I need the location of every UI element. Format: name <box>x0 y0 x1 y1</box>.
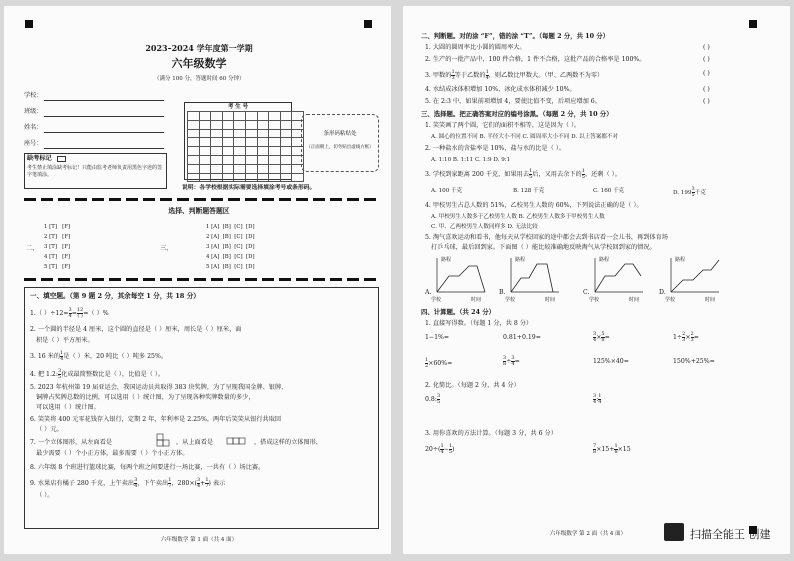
scanner-logo-icon <box>664 523 684 541</box>
choice-3-option-d: D. 199 $\frac{3}{5}$ 千克 <box>673 186 706 198</box>
graph-b-label: B. <box>499 289 506 296</box>
choice-4: 4. 甲校男生占总人数的 51%，乙校男生人数的 60%，下列说法正确的是（ ）。 <box>425 202 643 209</box>
calc-2-item-2: $\frac{3}{4}$ : $\frac{1}{4}$ <box>593 393 602 405</box>
seat-input[interactable] <box>44 148 164 149</box>
page-footer: 六年级数学 第 2 面（共 4 面） <box>549 531 627 537</box>
judge-label: 二、 <box>26 245 39 252</box>
judge-row-3[interactable]: 3 [T] [F] <box>44 244 71 250</box>
judge-1: 1. 大圆的圆周率比小圆的圆周率大。 <box>425 44 526 51</box>
graph-a-label: A. <box>425 289 432 296</box>
calc-1-title: 1. 直接写得数。（每题 1 分，共 8 分） <box>425 320 533 327</box>
page-footer: 六年级数学 第 1 面（共 4 面） <box>160 537 238 543</box>
choice-row-3[interactable]: 3 [A] [B] [C] [D] <box>206 244 255 250</box>
q4: 4. 把 1.2: $\frac{3}{5}$ 化成最简整数比是（ ），比值是（ ）。 <box>30 368 165 380</box>
term-title: 2023–2024 学年度第一学期 <box>145 43 253 53</box>
judge-row-2[interactable]: 2 [T] [F] <box>44 234 71 240</box>
barcode-area <box>301 114 379 172</box>
graph-c-xlabel: 时间 <box>629 297 640 303</box>
graph-c-ylabel: 路程 <box>599 257 610 263</box>
graph-a-origin: 学校 <box>431 297 442 303</box>
graph-b-origin: 学校 <box>505 297 516 303</box>
graph-b-xlabel: 时间 <box>545 297 556 303</box>
absent-checkbox[interactable] <box>57 156 66 162</box>
q2-cont: 积是（ ）平方厘米。 <box>36 337 94 344</box>
judge-row-5[interactable]: 5 [T] [F] <box>44 264 71 270</box>
choice-1-options: A. 圆心的位置不同 B. 半径大小不同 C. 圆周率大小不同 D. 以上答案都不对 <box>431 134 619 140</box>
graph-b-ylabel: 路程 <box>515 257 526 263</box>
q7-end: ，搭成这样的立体图形， <box>254 439 323 446</box>
judge-4: 4. 水结成冰体积增加 10%，冰化成水体积减少 10%。 <box>425 86 576 93</box>
q5-cont2: 可以选用（ ）统计图。 <box>36 404 100 411</box>
school-input[interactable] <box>44 100 164 101</box>
choice-2-options: A. 1:10 B. 1:11 C. 1:9 D. 9:1 <box>431 157 511 163</box>
barcode-label: 条形码粘贴处 <box>323 131 357 137</box>
choice-4-options-1: A. 甲校男生人数多于乙校男生人数 B. 乙校男生人数多于甲校男生人数 <box>431 214 605 220</box>
field-seat: 座号： <box>24 140 43 147</box>
q7: 7. 一个立体图形，从左面看是 <box>30 439 113 446</box>
field-class: 班级： <box>24 108 43 115</box>
exam-number-grid[interactable] <box>187 111 304 182</box>
judge-3-paren: ( ) <box>703 70 710 77</box>
calc-header: 四、计算题。（共 24 分） <box>421 308 496 316</box>
calc-1-item-5: $\frac{1}{2}$ ×60%= <box>425 357 453 369</box>
choice-3-option-a: A. 100 千克 <box>431 188 463 194</box>
judge-header: 二、判断题。对的涂 “F”，错的涂 “T”。（每题 2 分，共 10 分） <box>421 32 610 40</box>
separator-bar <box>24 278 379 281</box>
corner-mark <box>364 20 372 28</box>
choice-3-option-b: B. 128 千克 <box>513 188 545 194</box>
choice-5-cont: 打乒乓球，最后回到家。下面图（ ）能比较准确地反映淘气从学校回到家的情况。 <box>431 244 656 251</box>
graph-d-label: D. <box>659 289 666 296</box>
page-title: 六年级数学 <box>171 57 227 70</box>
q9-cont: （ ）。 <box>36 492 54 499</box>
answer-section-title: 选择、判断题答题区 <box>168 207 230 215</box>
exam-number-header: 考 生 号 <box>227 104 249 110</box>
absent-label: 缺考标记 <box>27 155 52 162</box>
absent-note: 考生禁止填涂缺考标记！只能由监考老师负责用黑色字迹的签字笔填涂。 <box>27 165 163 178</box>
q7-cont: 最少需要（ ）个小正方体，最多需要（ ）个小正方体。 <box>36 450 189 457</box>
q2: 2. 一个圆的半径是 4 厘米，这个圆的直径是（ ）厘米，周长是（ ）厘米，面 <box>30 326 242 333</box>
instructions: 说明：各学校根据实际需要选择填涂考号或条形码。 <box>182 185 316 191</box>
choice-row-2[interactable]: 2 [A] [B] [C] [D] <box>206 234 255 240</box>
q5: 5. 2023 年杭州第 19 届亚运会，我国运动员共取得 383 块奖牌，为了呈现我国金牌、银牌、 <box>30 384 288 391</box>
calc-1-item-6: $\frac{3}{8}$ ÷ $\frac{3}{4}$ = <box>503 355 520 367</box>
calc-1-item-4: 1÷ $\frac{2}{3}$ × $\frac{2}{3}$ = <box>673 331 699 343</box>
q6-cont: （ ）元。 <box>36 426 63 433</box>
corner-mark <box>25 20 33 28</box>
subtitle: （满分 100 分，答题时间 60 分钟） <box>154 76 245 82</box>
graph-d-xlabel: 时间 <box>705 297 716 303</box>
name-input[interactable] <box>44 132 164 133</box>
choice-row-5[interactable]: 5 [A] [B] [C] [D] <box>206 264 255 270</box>
calc-2-item-1: 0.8: $\frac{3}{5}$ <box>425 393 441 405</box>
exam-page-2 <box>403 6 790 554</box>
choice-1: 1. 笑笑画了两个圆，它们的面积不相等，这是因为（ ）。 <box>425 122 581 129</box>
q6: 6. 笑笑将 400 元零花钱存入银行，定期 2 年，年利率是 2.25%，两年后笑笑从银行共取回 <box>30 416 282 423</box>
judge-3: 3. 甲数的 $\frac{1}{3}$ 等于乙数的 $\frac{1}{4}$ ，则乙数比甲数大。（甲、乙两数不为零） <box>425 69 604 81</box>
judge-2: 2. 生产的一批产品中，100 件合格，1 件不合格，这批产品的合格率是 100%。 <box>425 56 646 63</box>
calc-1-item-2: 0.81+0.19= <box>503 334 541 341</box>
calc-3-item-2: $\frac{7}{8}$ ×15+ $\frac{1}{8}$ ×15 <box>593 443 631 455</box>
exam-page-1 <box>4 6 391 554</box>
choice-row-4[interactable]: 4 [A] [B] [C] [D] <box>206 254 255 260</box>
judge-1-paren: ( ) <box>703 44 710 51</box>
q9: 9. 水果店有橘子 280 千克，上午卖出 $\frac{3}{4}$ ，下午卖出 $\frac{1}{7}$ ，280×( $\frac{3}{4}$ + $\frac{1}{7}$ ) 表示 <box>30 477 226 489</box>
graph-d-ylabel: 路程 <box>675 257 686 263</box>
class-input[interactable] <box>44 116 164 117</box>
calc-3-item-1: 20÷( $\frac{1}{4}$ − $\frac{1}{5}$ ) <box>425 443 455 455</box>
choice-label: 三、 <box>160 245 173 252</box>
choice-3-option-c: C. 160 千克 <box>593 188 625 194</box>
graph-a-ylabel: 路程 <box>441 257 452 263</box>
choice-header: 三、选择题。把正确答案对应的编号涂黑。（每题 2 分，共 10 分） <box>421 110 613 118</box>
q5-cont: 铜牌占奖牌总数的比例，可以选用（ ）统计图，为了呈现各种奖牌数量的多少， <box>36 394 255 401</box>
calc-3-title: 3. 用你喜欢的方法计算。（每题 3 分，共 6 分） <box>425 430 557 437</box>
choice-row-1[interactable]: 1 [A] [B] [C] [D] <box>206 224 255 230</box>
calc-1-item-1: 1−1%= <box>425 334 450 341</box>
q8: 8. 六年级 8 个班进行篮球比赛，每两个班之间要进行一场比赛，一共有（ ）场比赛。 <box>30 464 265 471</box>
judge-5-paren: ( ) <box>703 98 710 105</box>
graph-d-origin: 学校 <box>665 297 676 303</box>
calc-1-item-7: 125%×40= <box>593 358 629 365</box>
graph-c-origin: 学校 <box>589 297 600 303</box>
q7-mid: ，从上面看是 <box>176 439 214 446</box>
choice-2: 2. 一种盐水的含盐率是 10%，盐与水的比是（ ）。 <box>425 145 566 152</box>
graph-c-label: C. <box>583 289 590 296</box>
left-view-figure <box>156 433 178 447</box>
graph-a-xlabel: 时间 <box>471 297 482 303</box>
corner-mark <box>749 20 757 28</box>
top-view-figure <box>226 436 252 446</box>
judge-4-paren: ( ) <box>703 86 710 93</box>
judge-2-paren: ( ) <box>703 56 710 63</box>
calc-1-item-3: $\frac{3}{4}$ × $\frac{5}{8}$ = <box>593 331 610 343</box>
judge-row-1[interactable]: 1 [T] [F] <box>44 224 71 230</box>
choice-5: 5. 淘气喜欢运动和看书，他每天从学校回家的途中都会去到书店看一会儿书，再到体育场 <box>425 234 668 241</box>
choice-3: 3. 学校到家距离 200 千克，如果用去 $\frac{1}{5}$ 后，又用去余下的 $\frac{1}{5}$ ，还剩（ ）。 <box>425 168 621 180</box>
barcode-note: （正面朝上，切勿贴出虚线方框） <box>306 145 374 150</box>
separator-bar <box>24 198 379 201</box>
field-school: 学校： <box>24 92 43 99</box>
fill-header: 一、填空题。（第 9 题 2 分，其余每空 1 分，共 18 分） <box>30 292 200 300</box>
choice-4-options-2: C. 甲、乙两校男生人数同样多 D. 无法比较 <box>431 224 538 230</box>
judge-5: 5. 在 2:3 中，如果前项增加 4，要使比值不变，后项应增加 6。 <box>425 98 601 105</box>
watermark: 扫描全能王 创建 <box>690 528 771 541</box>
field-name: 姓名： <box>24 124 43 131</box>
judge-row-4[interactable]: 4 [T] [F] <box>44 254 71 260</box>
q3: 3. 16 米的 $\frac{1}{4}$ 是（ ）米，20 吨比（ ）吨多 25%。 <box>30 350 168 362</box>
calc-2-title: 2. 化简比。（每题 2 分，共 4 分） <box>425 382 520 389</box>
q1: 1.（ ）÷12= $\frac{3}{4}$ = $\frac{12}{( )}$ =（ ）% <box>30 307 109 319</box>
calc-1-item-8: 150%+25%= <box>673 358 715 365</box>
